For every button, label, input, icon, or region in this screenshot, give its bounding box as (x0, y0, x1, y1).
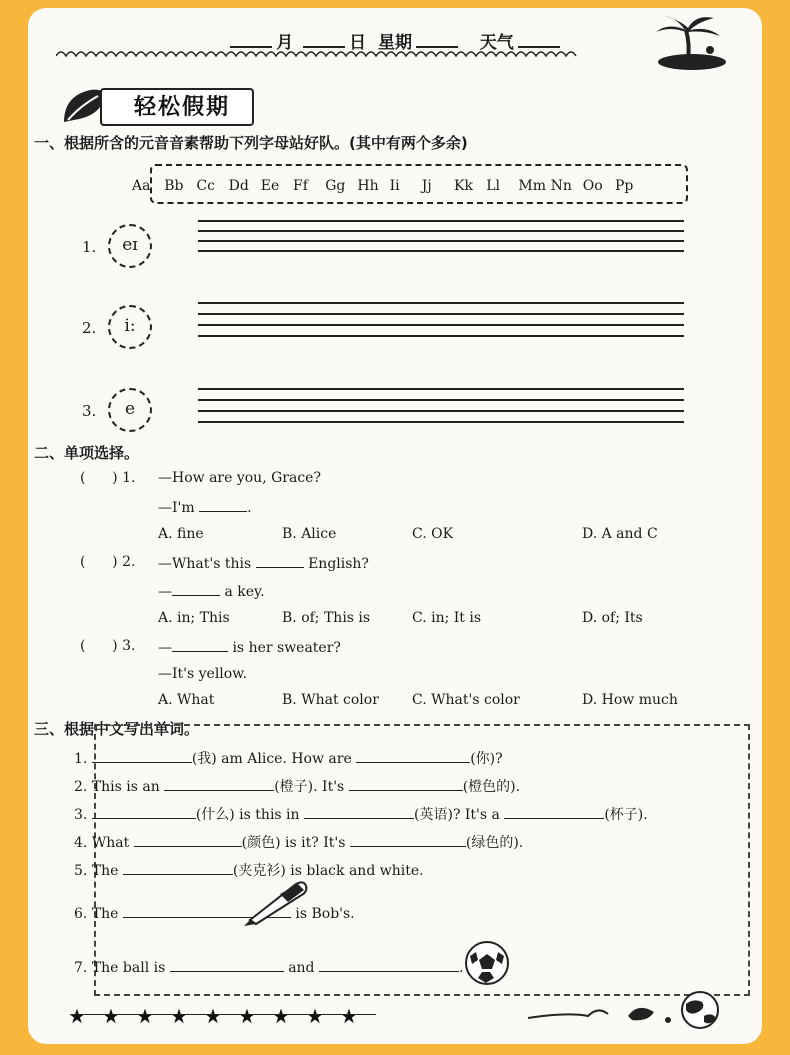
item-row: 7. The ball is and . (74, 960, 464, 976)
item-row: 1. (我) am Alice. How are (你)? (74, 751, 503, 767)
answer-blank[interactable] (92, 749, 192, 763)
item-row: 3. (什么) is this in (英语)? It's a (杯子). (74, 807, 648, 823)
month-label: 月 (276, 33, 294, 53)
answer-blank[interactable] (164, 777, 274, 791)
option-d: D. A and C (582, 526, 658, 542)
letter-item: Nn (550, 178, 572, 194)
pen-icon (240, 876, 312, 928)
option-b: B. of; This is (282, 610, 371, 626)
weekday-label: 星期 (378, 33, 412, 53)
sound-circle: i: (108, 305, 152, 349)
sound-circle: e (108, 388, 152, 432)
splash-icon (528, 998, 678, 1028)
letter-item: Ii (389, 178, 400, 194)
star-icon: ★ (272, 1004, 290, 1028)
letter-item: Cc (196, 178, 215, 194)
section3-title: 三、根据中文写出单词。 (34, 720, 200, 738)
answer-blank[interactable] (504, 805, 604, 819)
answer-blank[interactable] (134, 833, 242, 847)
letter-item: Ff (293, 178, 308, 194)
letter-item: Mm (518, 178, 547, 194)
scallop-border (56, 48, 616, 64)
star-icon: ★ (102, 1004, 120, 1028)
weather-label: 天气 (479, 33, 514, 53)
writing-line[interactable] (198, 421, 684, 423)
option-c: C. in; It is (412, 610, 482, 626)
writing-line[interactable] (198, 410, 684, 412)
option-b: B. Alice (282, 526, 337, 542)
item-row: 5. The (夹克衫) is black and white. (74, 863, 424, 879)
letter-item: Oo (582, 178, 603, 194)
star-icon: ★ (170, 1004, 188, 1028)
row-number: 2. (82, 319, 97, 337)
writing-line[interactable] (198, 220, 684, 222)
letter-item: Ll (486, 178, 500, 194)
answer-paren[interactable]: ( ) 1. (80, 470, 136, 486)
writing-line[interactable] (198, 313, 684, 315)
star-icon: ★ (340, 1004, 358, 1028)
option-a: A. What (158, 692, 215, 708)
question-text: — is her sweater? (158, 640, 341, 656)
option-c: C. What's color (412, 692, 520, 708)
letter-item: Kk (454, 178, 473, 194)
letter-item: Jj (421, 178, 432, 194)
letter-item: Bb (164, 178, 184, 194)
answer-paren[interactable]: ( ) 3. (80, 638, 136, 654)
row-number: 3. (82, 402, 97, 420)
answer-blank[interactable] (356, 749, 470, 763)
soccer-ball-icon (464, 940, 510, 986)
question-text: — a key. (158, 584, 265, 600)
palm-tree-icon (648, 14, 728, 70)
option-a: A. fine (158, 526, 204, 542)
day-label: 日 (349, 33, 367, 53)
answer-blank[interactable] (170, 958, 284, 972)
item-row: 4. What (颜色) is it? It's (绿色的). (74, 835, 524, 851)
item-row: 2. This is an (橙子). It's (橙色的). (74, 779, 521, 795)
star-icon: ★ (68, 1004, 86, 1028)
question-text: —What's this English? (158, 556, 369, 572)
answer-blank[interactable] (92, 805, 196, 819)
answer-blank[interactable] (172, 582, 220, 596)
answer-blank[interactable] (123, 861, 233, 875)
answer-blank[interactable] (199, 498, 247, 512)
answer-paren[interactable]: ( ) 2. (80, 554, 136, 570)
writing-line[interactable] (198, 250, 684, 252)
letter-item: Pp (615, 178, 634, 194)
answer-blank[interactable] (319, 958, 459, 972)
star-icon: ★ (238, 1004, 256, 1028)
answer-blank[interactable] (350, 833, 466, 847)
writing-line[interactable] (198, 388, 684, 390)
writing-line[interactable] (198, 324, 684, 326)
item-row: 6. The is Bob's. (74, 906, 355, 922)
writing-line[interactable] (198, 399, 684, 401)
star-icon: ★ (306, 1004, 324, 1028)
writing-line[interactable] (198, 230, 684, 232)
question-text: —How are you, Grace? (158, 470, 321, 486)
answer-blank[interactable] (172, 638, 228, 652)
star-line (76, 1014, 376, 1015)
sound-circle: eɪ (108, 224, 152, 268)
answer-blank[interactable] (304, 805, 414, 819)
answer-blank[interactable] (349, 777, 463, 791)
writing-line[interactable] (198, 335, 684, 337)
workbook-page (28, 8, 762, 1044)
star-icon: ★ (136, 1004, 154, 1028)
logo-title: 轻松假期 (134, 95, 231, 120)
option-d: D. How much (582, 692, 678, 708)
option-b: B. What color (282, 692, 379, 708)
section1-title: 一、根据所含的元音音素帮助下列字母站好队。(其中有两个多余) (34, 134, 468, 152)
question-text: —I'm . (158, 500, 252, 516)
letter-item: Ee (260, 178, 280, 194)
option-d: D. of; Its (582, 610, 643, 626)
letter-item: Dd (228, 178, 249, 194)
section2-title: 二、单项选择。 (34, 444, 140, 462)
writing-line[interactable] (198, 240, 684, 242)
globe-icon (680, 990, 720, 1030)
writing-line[interactable] (198, 302, 684, 304)
star-icon: ★ (204, 1004, 222, 1028)
letter-item: Hh (357, 178, 379, 194)
option-a: A. in; This (158, 610, 230, 626)
answer-blank[interactable] (256, 554, 304, 568)
option-c: C. OK (412, 526, 454, 542)
letter-item: Aa (132, 178, 151, 194)
letter-item: Gg (325, 178, 346, 194)
row-number: 1. (82, 238, 97, 256)
question-text: —It's yellow. (158, 666, 247, 682)
